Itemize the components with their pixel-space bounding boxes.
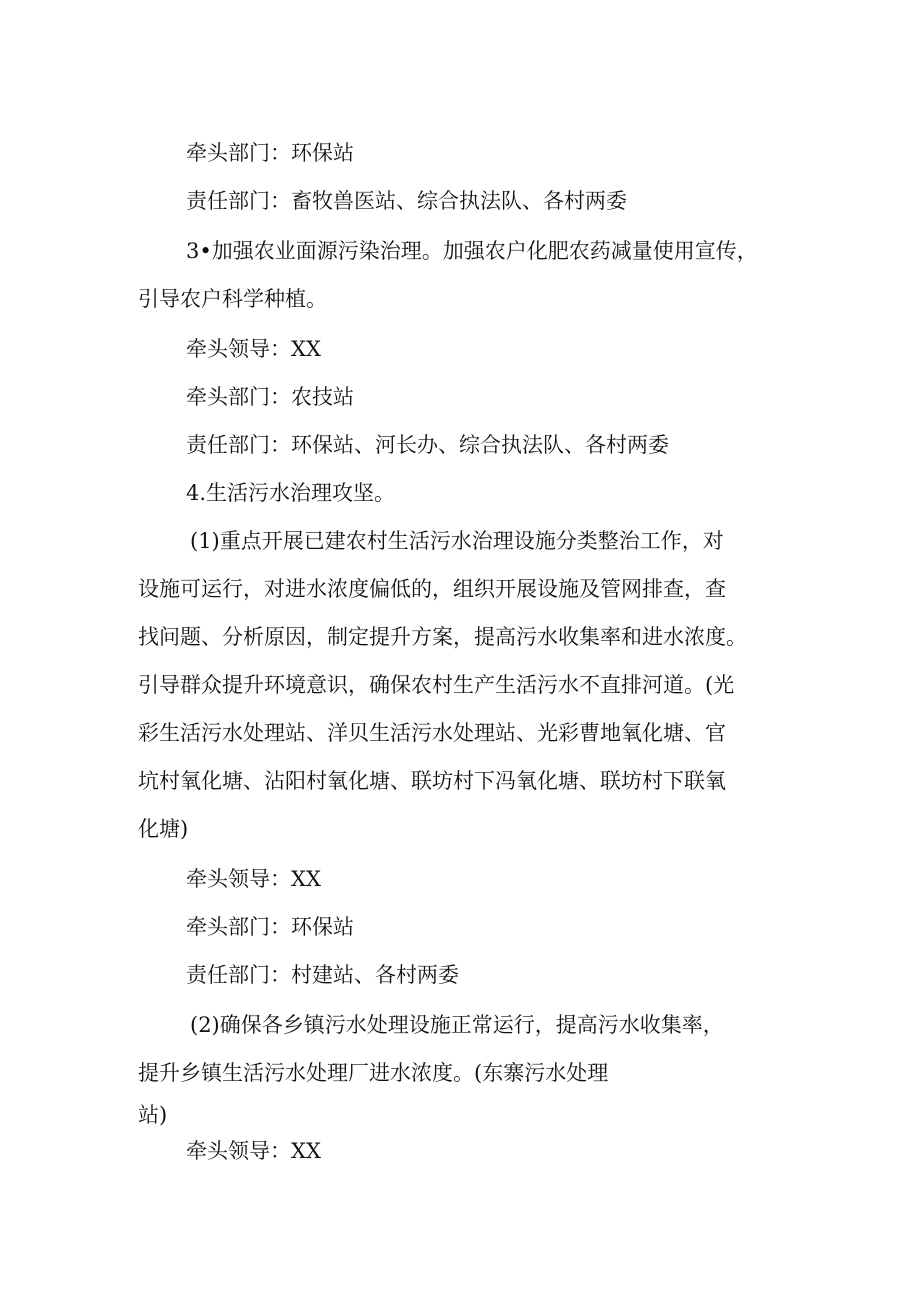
lead-leader-1 — [0, 325, 920, 373]
section-4-heading — [0, 469, 920, 517]
text-line: 牵头领导：XX — [186, 337, 321, 361]
text-line: 牵头部门：环保站 — [186, 915, 354, 939]
lead-department-2 — [0, 373, 920, 421]
text-line: 彩生活污水处理站、洋贝生活污水处理站、光彩曹地氧化塘、官 — [138, 721, 726, 745]
text-line: 引导农户科学种植。 — [138, 287, 327, 311]
section-4-item-2-paragraph — [0, 1001, 920, 1133]
text-line: 设施可运行，对进水浓度偏低的，组织开展设施及管网排查，查 — [138, 577, 726, 601]
lead-leader-2 — [0, 855, 920, 903]
section-3-paragraph — [0, 227, 920, 323]
text-line: 牵头部门：农技站 — [186, 385, 354, 409]
text-line: 引导群众提升环境意识，确保农村生产生活污水不直排河道。(光 — [138, 673, 735, 697]
text-line: 牵头领导：XX — [186, 1139, 321, 1163]
text-line: 找问题、分析原因，制定提升方案，提高污水收集率和进水浓度。 — [138, 625, 747, 649]
lead-leader-3 — [0, 1127, 920, 1175]
text-line: 提升乡镇生活污水处理厂进水浓度。(东寨污水处理 — [138, 1061, 609, 1085]
text-line: 责任部门：畜牧兽医站、综合执法队、各村两委 — [186, 189, 627, 213]
responsible-department-2 — [0, 421, 920, 469]
text-line: 牵头领导：XX — [186, 867, 321, 891]
text-line: (1)重点开展已建农村生活污水治理设施分类整治工作，对 — [190, 529, 724, 553]
text-line: (2)确保各乡镇污水处理设施正常运行，提高污水收集率， — [190, 1013, 724, 1037]
text-line: 责任部门：环保站、河长办、综合执法队、各村两委 — [186, 433, 669, 457]
responsible-department-1 — [0, 177, 920, 225]
text-line: 牵头部门：环保站 — [186, 141, 354, 165]
text-line: 化塘) — [138, 817, 189, 841]
section-4-item-1-paragraph — [0, 517, 920, 853]
lead-department-1 — [0, 129, 920, 177]
text-line: 坑村氧化塘、沾阳村氧化塘、联坊村下冯氧化塘、联坊村下联氧 — [138, 769, 726, 793]
lead-department-3 — [0, 903, 920, 951]
text-line: 站) — [138, 1103, 168, 1127]
responsible-department-3 — [0, 951, 920, 999]
text-line: 4.生活污水治理攻坚。 — [186, 481, 396, 505]
text-line: 责任部门：村建站、各村两委 — [186, 963, 459, 987]
text-line: 3•加强农业面源污染治理。加强农户化肥农药减量使用宣传， — [186, 239, 758, 263]
